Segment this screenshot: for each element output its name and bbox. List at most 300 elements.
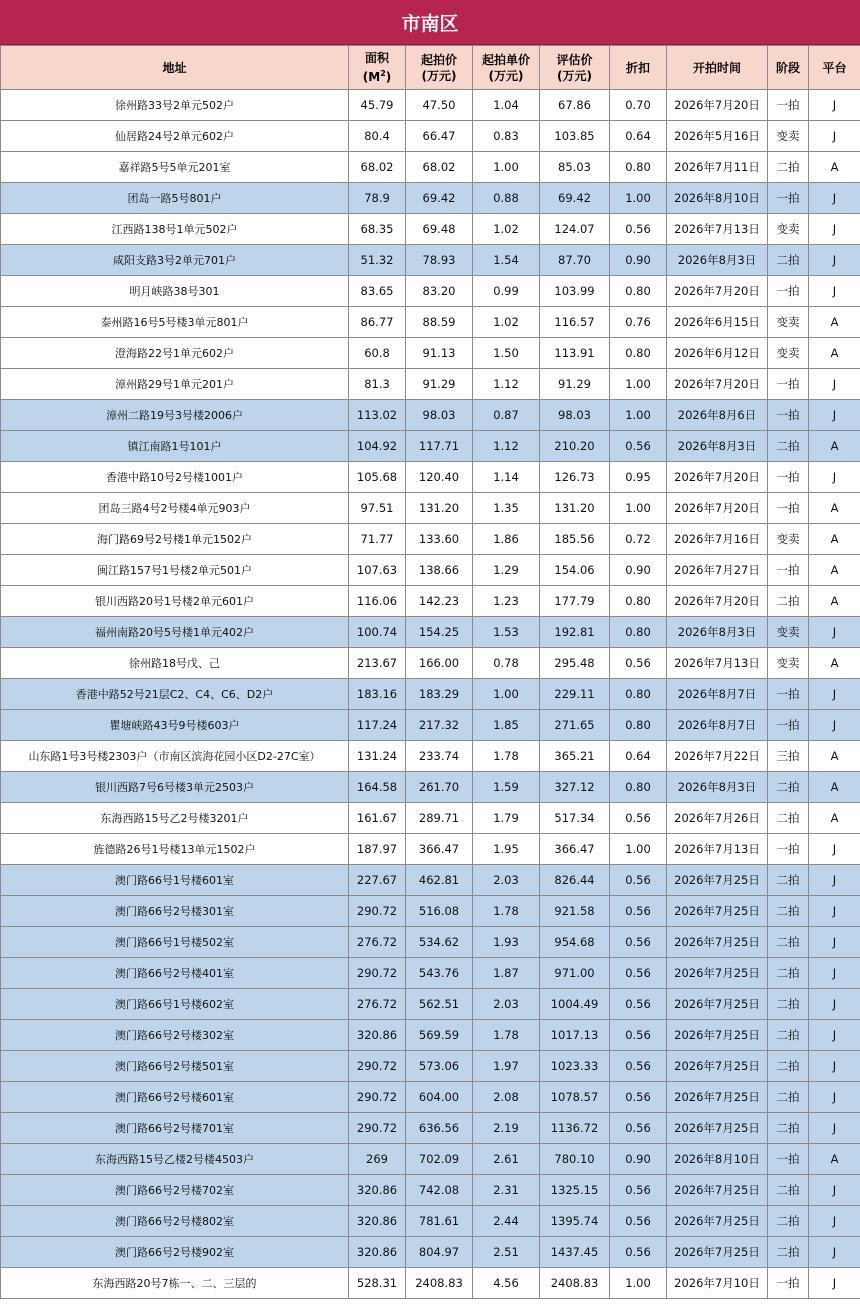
cell-area: 86.77 (349, 307, 406, 338)
cell-start-time: 2026年8月10日 (667, 183, 768, 214)
table-row (1, 586, 860, 617)
cell-area: 320.86 (349, 1175, 406, 1206)
table-row (1, 90, 860, 121)
cell-start-price: 78.93 (406, 245, 473, 276)
cell-start-price: 562.51 (406, 989, 473, 1020)
table-row (1, 307, 860, 338)
table-row (1, 462, 860, 493)
table-row (1, 834, 860, 865)
auction-table (0, 45, 860, 1299)
header-unit-price-unit: (万元) (488, 68, 524, 83)
cell-area: 528.31 (349, 1268, 406, 1299)
cell-appraisal: 1325.15 (540, 1175, 610, 1206)
cell-stage: 一拍 (768, 369, 809, 400)
cell-platform: J (809, 710, 860, 741)
cell-start-price: 573.06 (406, 1051, 473, 1082)
cell-unit-price: 1.53 (473, 617, 540, 648)
cell-area: 116.06 (349, 586, 406, 617)
cell-area: 117.24 (349, 710, 406, 741)
cell-discount: 0.56 (610, 1237, 667, 1268)
cell-discount: 1.00 (610, 493, 667, 524)
cell-start-price: 217.32 (406, 710, 473, 741)
cell-address: 澳门路66号2号楼301室 (1, 896, 349, 927)
cell-appraisal: 192.81 (540, 617, 610, 648)
cell-start-price: 69.48 (406, 214, 473, 245)
cell-start-time: 2026年8月6日 (667, 400, 768, 431)
cell-platform: A (809, 307, 860, 338)
cell-unit-price: 1.00 (473, 152, 540, 183)
cell-start-price: 702.09 (406, 1144, 473, 1175)
cell-unit-price: 1.78 (473, 1020, 540, 1051)
cell-stage: 二拍 (768, 586, 809, 617)
cell-start-price: 804.97 (406, 1237, 473, 1268)
cell-address: 山东路1号3号楼2303户（市南区滨海花园小区D2-27C室） (1, 741, 349, 772)
table-row (1, 338, 860, 369)
cell-platform: J (809, 1175, 860, 1206)
cell-address: 澳门路66号2号楼501室 (1, 1051, 349, 1082)
cell-discount: 0.80 (610, 710, 667, 741)
cell-unit-price: 2.31 (473, 1175, 540, 1206)
header-start-price-unit: (万元) (421, 68, 457, 83)
table-row (1, 1113, 860, 1144)
cell-area: 290.72 (349, 1051, 406, 1082)
cell-start-time: 2026年7月27日 (667, 555, 768, 586)
cell-start-price: 138.66 (406, 555, 473, 586)
cell-address: 东海西路20号7栋一、二、三层的 (1, 1268, 349, 1299)
cell-start-price: 91.13 (406, 338, 473, 369)
cell-unit-price: 1.02 (473, 214, 540, 245)
cell-area: 107.63 (349, 555, 406, 586)
cell-stage: 二拍 (768, 1175, 809, 1206)
cell-start-price: 68.02 (406, 152, 473, 183)
cell-address: 漳州路29号1单元201户 (1, 369, 349, 400)
cell-start-price: 543.76 (406, 958, 473, 989)
cell-address: 澳门路66号2号楼401室 (1, 958, 349, 989)
cell-start-time: 2026年7月13日 (667, 648, 768, 679)
cell-stage: 二拍 (768, 1051, 809, 1082)
cell-platform: J (809, 183, 860, 214)
cell-appraisal: 67.86 (540, 90, 610, 121)
cell-discount: 1.00 (610, 834, 667, 865)
cell-start-price: 83.20 (406, 276, 473, 307)
cell-appraisal: 131.20 (540, 493, 610, 524)
cell-discount: 0.90 (610, 555, 667, 586)
table-row (1, 431, 860, 462)
cell-start-price: 98.03 (406, 400, 473, 431)
cell-start-price: 117.71 (406, 431, 473, 462)
cell-stage: 变卖 (768, 214, 809, 245)
cell-platform: J (809, 927, 860, 958)
cell-start-time: 2026年6月12日 (667, 338, 768, 369)
header-unit-price-label: 起拍单价 (481, 52, 530, 67)
cell-unit-price: 1.78 (473, 896, 540, 927)
cell-start-time: 2026年7月25日 (667, 1082, 768, 1113)
cell-platform: J (809, 90, 860, 121)
cell-unit-price: 2.61 (473, 1144, 540, 1175)
cell-discount: 0.80 (610, 617, 667, 648)
cell-address: 嘉祥路5号5单元201室 (1, 152, 349, 183)
cell-area: 60.8 (349, 338, 406, 369)
cell-stage: 一拍 (768, 834, 809, 865)
header-appraisal (540, 46, 610, 90)
cell-discount: 0.56 (610, 1113, 667, 1144)
cell-area: 227.67 (349, 865, 406, 896)
header-area (349, 46, 406, 90)
cell-discount: 0.80 (610, 276, 667, 307)
cell-appraisal: 113.91 (540, 338, 610, 369)
cell-start-price: 66.47 (406, 121, 473, 152)
cell-appraisal: 85.03 (540, 152, 610, 183)
cell-unit-price: 2.44 (473, 1206, 540, 1237)
cell-stage: 一拍 (768, 400, 809, 431)
table-row (1, 1175, 860, 1206)
cell-unit-price: 4.56 (473, 1268, 540, 1299)
cell-discount: 0.56 (610, 865, 667, 896)
cell-platform: J (809, 1082, 860, 1113)
cell-appraisal: 921.58 (540, 896, 610, 927)
cell-stage: 二拍 (768, 772, 809, 803)
cell-discount: 0.72 (610, 524, 667, 555)
cell-discount: 0.56 (610, 896, 667, 927)
cell-unit-price: 1.97 (473, 1051, 540, 1082)
cell-start-time: 2026年7月25日 (667, 1237, 768, 1268)
cell-platform: J (809, 276, 860, 307)
table-row (1, 989, 860, 1020)
cell-area: 290.72 (349, 958, 406, 989)
cell-platform: A (809, 431, 860, 462)
cell-appraisal: 177.79 (540, 586, 610, 617)
cell-unit-price: 1.50 (473, 338, 540, 369)
cell-start-time: 2026年7月26日 (667, 803, 768, 834)
cell-appraisal: 366.47 (540, 834, 610, 865)
table-row (1, 214, 860, 245)
cell-address: 旌德路26号1号楼13单元1502户 (1, 834, 349, 865)
cell-start-price: 781.61 (406, 1206, 473, 1237)
cell-start-time: 2026年8月3日 (667, 245, 768, 276)
cell-unit-price: 1.59 (473, 772, 540, 803)
cell-unit-price: 1.95 (473, 834, 540, 865)
cell-discount: 1.00 (610, 1268, 667, 1299)
cell-unit-price: 1.12 (473, 369, 540, 400)
cell-start-price: 233.74 (406, 741, 473, 772)
cell-address: 仙居路24号2单元602户 (1, 121, 349, 152)
cell-appraisal: 91.29 (540, 369, 610, 400)
cell-platform: A (809, 741, 860, 772)
table-header-row (1, 46, 860, 90)
cell-address: 福州南路20号5号楼1单元402户 (1, 617, 349, 648)
table-row (1, 1051, 860, 1082)
cell-area: 83.65 (349, 276, 406, 307)
cell-area: 320.86 (349, 1020, 406, 1051)
cell-area: 213.67 (349, 648, 406, 679)
cell-area: 269 (349, 1144, 406, 1175)
cell-platform: A (809, 152, 860, 183)
cell-unit-price: 1.93 (473, 927, 540, 958)
cell-discount: 0.56 (610, 1175, 667, 1206)
cell-stage: 二拍 (768, 431, 809, 462)
cell-discount: 0.70 (610, 90, 667, 121)
table-body (1, 90, 860, 1299)
cell-address: 咸阳支路3号2单元701户 (1, 245, 349, 276)
header-appraisal-label: 评估价 (556, 52, 593, 67)
cell-unit-price: 1.00 (473, 679, 540, 710)
cell-platform: J (809, 896, 860, 927)
cell-address: 澳门路66号2号楼601室 (1, 1082, 349, 1113)
cell-start-time: 2026年7月20日 (667, 276, 768, 307)
cell-address: 海门路69号2号楼1单元1502户 (1, 524, 349, 555)
cell-area: 45.79 (349, 90, 406, 121)
cell-start-time: 2026年7月20日 (667, 90, 768, 121)
cell-appraisal: 126.73 (540, 462, 610, 493)
cell-area: 97.51 (349, 493, 406, 524)
cell-area: 81.3 (349, 369, 406, 400)
table-row (1, 1020, 860, 1051)
cell-area: 320.86 (349, 1237, 406, 1268)
table-row (1, 958, 860, 989)
header-address: 地址 (1, 46, 349, 90)
cell-address: 澳门路66号2号楼701室 (1, 1113, 349, 1144)
cell-start-price: 516.08 (406, 896, 473, 927)
cell-appraisal: 103.99 (540, 276, 610, 307)
cell-start-time: 2026年7月20日 (667, 493, 768, 524)
cell-area: 71.77 (349, 524, 406, 555)
table-row (1, 276, 860, 307)
cell-area: 131.24 (349, 741, 406, 772)
cell-address: 镇江南路1号101户 (1, 431, 349, 462)
cell-discount: 1.00 (610, 183, 667, 214)
cell-platform: J (809, 245, 860, 276)
cell-address: 明月峡路38号301 (1, 276, 349, 307)
cell-platform: A (809, 772, 860, 803)
cell-start-time: 2026年7月25日 (667, 1113, 768, 1144)
cell-start-time: 2026年7月16日 (667, 524, 768, 555)
header-area-label: 面积 (364, 51, 389, 65)
cell-discount: 0.56 (610, 989, 667, 1020)
cell-stage: 一拍 (768, 555, 809, 586)
header-start-price-label: 起拍价 (420, 52, 457, 67)
table-row (1, 183, 860, 214)
cell-stage: 二拍 (768, 1082, 809, 1113)
cell-unit-price: 1.85 (473, 710, 540, 741)
cell-area: 320.86 (349, 1206, 406, 1237)
table-row (1, 927, 860, 958)
cell-start-price: 120.40 (406, 462, 473, 493)
cell-address: 澳门路66号1号楼502室 (1, 927, 349, 958)
cell-stage: 一拍 (768, 183, 809, 214)
cell-address: 徐州路18号戊、己 (1, 648, 349, 679)
cell-start-time: 2026年8月3日 (667, 431, 768, 462)
cell-discount: 0.56 (610, 648, 667, 679)
cell-unit-price: 1.14 (473, 462, 540, 493)
cell-unit-price: 1.54 (473, 245, 540, 276)
cell-area: 290.72 (349, 1082, 406, 1113)
cell-start-time: 2026年6月15日 (667, 307, 768, 338)
cell-start-time: 2026年8月7日 (667, 679, 768, 710)
cell-appraisal: 1004.49 (540, 989, 610, 1020)
cell-start-time: 2026年7月20日 (667, 369, 768, 400)
cell-appraisal: 1017.13 (540, 1020, 610, 1051)
cell-address: 团岛一路5号801户 (1, 183, 349, 214)
cell-start-price: 142.23 (406, 586, 473, 617)
cell-unit-price: 0.99 (473, 276, 540, 307)
cell-platform: J (809, 989, 860, 1020)
cell-discount: 0.56 (610, 1051, 667, 1082)
table-row (1, 369, 860, 400)
cell-start-price: 366.47 (406, 834, 473, 865)
cell-stage: 二拍 (768, 803, 809, 834)
table-row (1, 1237, 860, 1268)
cell-area: 51.32 (349, 245, 406, 276)
cell-address: 闽江路157号1号楼2单元501户 (1, 555, 349, 586)
cell-area: 187.97 (349, 834, 406, 865)
cell-address: 江西路138号1单元502户 (1, 214, 349, 245)
header-stage: 阶段 (768, 46, 809, 90)
cell-appraisal: 271.65 (540, 710, 610, 741)
cell-start-price: 69.42 (406, 183, 473, 214)
cell-address: 银川西路7号6号楼3单元2503户 (1, 772, 349, 803)
cell-stage: 变卖 (768, 648, 809, 679)
cell-start-time: 2026年8月3日 (667, 617, 768, 648)
cell-unit-price: 0.88 (473, 183, 540, 214)
cell-address: 东海西路15号乙楼2号楼4503户 (1, 1144, 349, 1175)
cell-appraisal: 327.12 (540, 772, 610, 803)
cell-appraisal: 116.57 (540, 307, 610, 338)
cell-stage: 二拍 (768, 865, 809, 896)
cell-discount: 0.64 (610, 741, 667, 772)
cell-address: 银川西路20号1号楼2单元601户 (1, 586, 349, 617)
cell-appraisal: 295.48 (540, 648, 610, 679)
cell-start-time: 2026年7月20日 (667, 586, 768, 617)
cell-stage: 二拍 (768, 958, 809, 989)
cell-discount: 0.90 (610, 1144, 667, 1175)
cell-platform: J (809, 400, 860, 431)
cell-stage: 二拍 (768, 1020, 809, 1051)
cell-discount: 0.95 (610, 462, 667, 493)
cell-stage: 三拍 (768, 741, 809, 772)
cell-appraisal: 1136.72 (540, 1113, 610, 1144)
cell-unit-price: 0.87 (473, 400, 540, 431)
cell-start-time: 2026年7月11日 (667, 152, 768, 183)
cell-start-price: 154.25 (406, 617, 473, 648)
cell-discount: 1.00 (610, 369, 667, 400)
cell-area: 80.4 (349, 121, 406, 152)
cell-appraisal: 1078.57 (540, 1082, 610, 1113)
cell-start-price: 261.70 (406, 772, 473, 803)
cell-discount: 0.56 (610, 431, 667, 462)
header-appraisal-unit: (万元) (557, 68, 592, 83)
cell-stage: 二拍 (768, 989, 809, 1020)
cell-discount: 0.80 (610, 772, 667, 803)
cell-platform: J (809, 617, 860, 648)
cell-stage: 一拍 (768, 710, 809, 741)
cell-unit-price: 1.02 (473, 307, 540, 338)
cell-unit-price: 0.78 (473, 648, 540, 679)
cell-appraisal: 365.21 (540, 741, 610, 772)
cell-start-time: 2026年7月13日 (667, 214, 768, 245)
table-row (1, 679, 860, 710)
cell-appraisal: 517.34 (540, 803, 610, 834)
cell-discount: 0.56 (610, 1206, 667, 1237)
cell-stage: 二拍 (768, 1113, 809, 1144)
cell-address: 澳门路66号2号楼702室 (1, 1175, 349, 1206)
cell-unit-price: 2.19 (473, 1113, 540, 1144)
cell-stage: 二拍 (768, 1237, 809, 1268)
cell-appraisal: 780.10 (540, 1144, 610, 1175)
cell-address: 澳门路66号1号楼602室 (1, 989, 349, 1020)
cell-discount: 0.64 (610, 121, 667, 152)
table-row (1, 1144, 860, 1175)
cell-appraisal: 971.00 (540, 958, 610, 989)
table-row (1, 152, 860, 183)
cell-start-time: 2026年8月7日 (667, 710, 768, 741)
cell-start-time: 2026年8月3日 (667, 772, 768, 803)
cell-platform: A (809, 338, 860, 369)
cell-unit-price: 1.12 (473, 431, 540, 462)
table-row (1, 1268, 860, 1299)
cell-appraisal: 87.70 (540, 245, 610, 276)
cell-platform: A (809, 1144, 860, 1175)
cell-area: 100.74 (349, 617, 406, 648)
table-row (1, 710, 860, 741)
cell-stage: 变卖 (768, 617, 809, 648)
cell-stage: 一拍 (768, 276, 809, 307)
cell-address: 泰州路16号5号楼3单元801户 (1, 307, 349, 338)
cell-start-price: 534.62 (406, 927, 473, 958)
cell-platform: J (809, 958, 860, 989)
cell-appraisal: 124.07 (540, 214, 610, 245)
cell-discount: 0.56 (610, 214, 667, 245)
cell-area: 113.02 (349, 400, 406, 431)
cell-platform: J (809, 1113, 860, 1144)
cell-unit-price: 1.79 (473, 803, 540, 834)
cell-platform: A (809, 586, 860, 617)
table-row (1, 896, 860, 927)
cell-start-price: 183.29 (406, 679, 473, 710)
cell-discount: 1.00 (610, 400, 667, 431)
cell-area: 78.9 (349, 183, 406, 214)
cell-platform: J (809, 1020, 860, 1051)
cell-appraisal: 1437.45 (540, 1237, 610, 1268)
cell-appraisal: 229.11 (540, 679, 610, 710)
header-start-time: 开拍时间 (667, 46, 768, 90)
cell-start-price: 2408.83 (406, 1268, 473, 1299)
cell-appraisal: 103.85 (540, 121, 610, 152)
cell-stage: 一拍 (768, 493, 809, 524)
table-row (1, 803, 860, 834)
cell-address: 徐州路33号2单元502户 (1, 90, 349, 121)
cell-start-price: 88.59 (406, 307, 473, 338)
cell-address: 澳门路66号2号楼902室 (1, 1237, 349, 1268)
cell-stage: 二拍 (768, 245, 809, 276)
cell-unit-price: 1.29 (473, 555, 540, 586)
cell-start-time: 2026年7月20日 (667, 462, 768, 493)
cell-appraisal: 2408.83 (540, 1268, 610, 1299)
cell-area: 276.72 (349, 927, 406, 958)
table-row (1, 400, 860, 431)
cell-unit-price: 1.87 (473, 958, 540, 989)
cell-unit-price: 2.03 (473, 989, 540, 1020)
cell-start-time: 2026年7月25日 (667, 958, 768, 989)
cell-stage: 变卖 (768, 121, 809, 152)
cell-unit-price: 1.86 (473, 524, 540, 555)
cell-stage: 一拍 (768, 90, 809, 121)
header-unit-price (473, 46, 540, 90)
table-row (1, 245, 860, 276)
cell-stage: 变卖 (768, 307, 809, 338)
cell-stage: 二拍 (768, 1206, 809, 1237)
table-row (1, 121, 860, 152)
header-start-price (406, 46, 473, 90)
